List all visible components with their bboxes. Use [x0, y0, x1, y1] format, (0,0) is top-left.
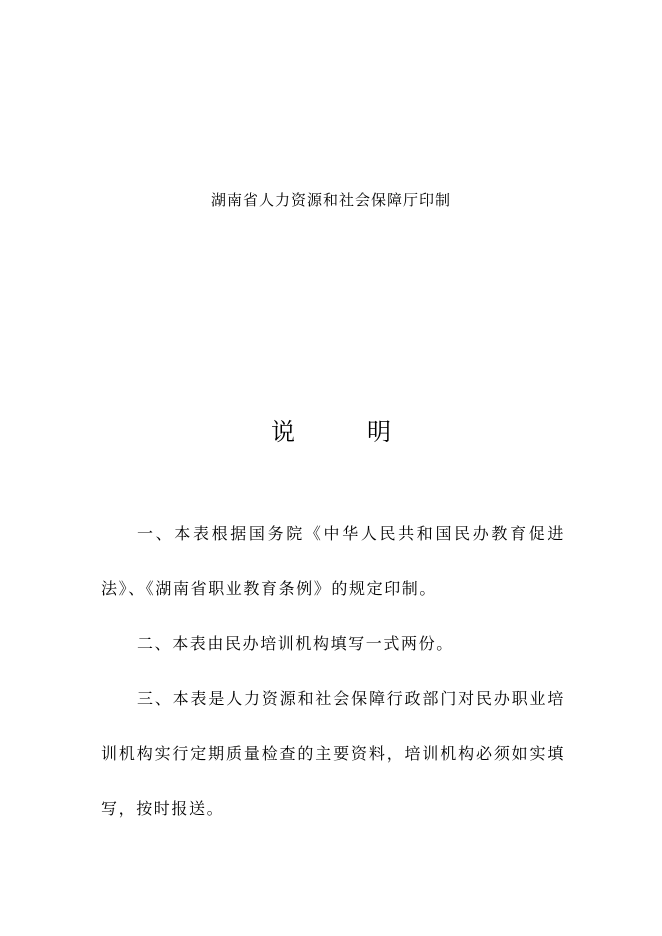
instruction-paragraph-2: 二、本表由民办培训机构填写一式两份。	[137, 634, 454, 653]
instructions-body	[101, 506, 565, 836]
instruction-paragraph-1: 一、本表根据国务院《中华人民共和国民办教育促进法》、《湖南省职业教育条例》的规定印制。	[101, 524, 565, 598]
instruction-paragraph-3: 三、本表是人力资源和社会保障行政部门对民办职业培训机构实行定期质量检查的主要资料，培训机构必须如实填写，按时报送。	[101, 689, 565, 818]
heading-char-1: 说	[271, 418, 295, 446]
section-heading	[0, 412, 662, 452]
heading-char-2: 明	[367, 418, 391, 446]
issuer-line: 湖南省人力资源和社会保障厅印制	[210, 191, 451, 209]
